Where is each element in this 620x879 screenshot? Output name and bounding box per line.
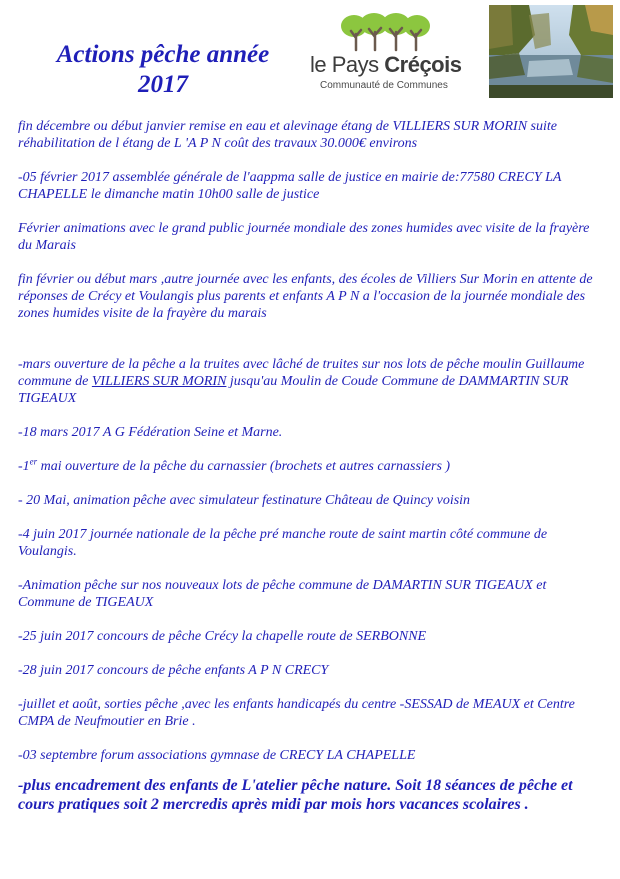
list-item: -plus encadrement des enfants de L'atelier pêche nature. Soit 18 séances de pêche et cours pratiques soit 2 mercredis après midi par mois hors vacances scolaires . — [18, 777, 573, 813]
list-item — [18, 356, 604, 407]
list-item: fin décembre ou début janvier remise en eau et alevinage étang de VILLIERS SUR MORIN suite réhabilitation de l étang de L 'A P N coût des travaux 30.000€ environs — [18, 119, 557, 151]
list-item: -28 juin 2017 concours de pêche enfants A P N CRECY — [18, 663, 329, 678]
actions-list — [18, 118, 604, 814]
logo-name-prefix: le Pays — [310, 52, 385, 77]
list-item: -4 juin 2017 journée nationale de la pêche pré manche route de saint martin côté commune de Voulangis. — [18, 527, 548, 559]
logo-name — [310, 52, 470, 78]
list-item: - 20 Mai, animation pêche avec simulateur festinature Château de Quincy voisin — [18, 493, 471, 508]
title-line-2: 2017 — [138, 71, 188, 98]
list-item: -juillet et août, sorties pêche ,avec les enfants handicapés du centre -SESSAD de MEAUX et Centre CMPA de Neufmoutier en Brie . — [18, 697, 575, 729]
title-line-1: Actions pêche année — [56, 41, 270, 68]
list-item-text: mai ouverture de la pêche du carnassier (brochets et autres carnassiers ) — [37, 459, 451, 474]
list-item: -03 septembre forum associations gymnase de CRECY LA CHAPELLE — [18, 748, 416, 763]
list-item-text: jusqu'au Moulin de Coude Commune de DAMMARTIN SUR TIGEAUX — [18, 374, 569, 406]
list-item-text: -1 — [18, 459, 30, 474]
list-item — [18, 458, 604, 475]
tree-logo-icon — [340, 12, 432, 52]
list-item: -Animation pêche sur nos nouveaux lots de pêche commune de DAMARTIN SUR TIGEAUX et Commune de TIGEAUX — [18, 578, 547, 610]
river-photo — [489, 5, 613, 98]
list-item: -05 février 2017 assemblée générale de l'aappma salle de justice en mairie de:77580 CRECY LA CHAPELLE le dimanche matin 10h00 salle de justice — [18, 170, 562, 202]
logo-name-bold: Créçois — [384, 52, 462, 77]
logo-subtitle: Communauté de Communes — [320, 80, 448, 91]
document-title — [28, 40, 298, 100]
list-item: -25 juin 2017 concours de pêche Crécy la chapelle route de SERBONNE — [18, 629, 427, 644]
list-item-text: -mars ouverture de la pêche a la truites avec lâché de truites sur nos lots de pêche moulin Guillaume commune de — [18, 357, 585, 389]
list-item-underlined: VILLIERS SUR MORIN — [91, 374, 227, 389]
pays-crecois-logo — [302, 12, 470, 96]
list-item: -18 mars 2017 A G Fédération Seine et Marne. — [18, 425, 283, 440]
list-item: fin février ou début mars ,autre journée avec les enfants, des écoles de Villiers Sur Morin en attente de réponses de Crécy et Voulangis plus parents et enfants A P N a l'occasion de la journée mondiale des zones humides visite de la frayère du marais — [18, 272, 593, 321]
list-item: Février animations avec le grand public journée mondiale des zones humides avec visite de la frayère du Marais — [18, 221, 590, 253]
list-item-superscript: er — [29, 456, 38, 467]
